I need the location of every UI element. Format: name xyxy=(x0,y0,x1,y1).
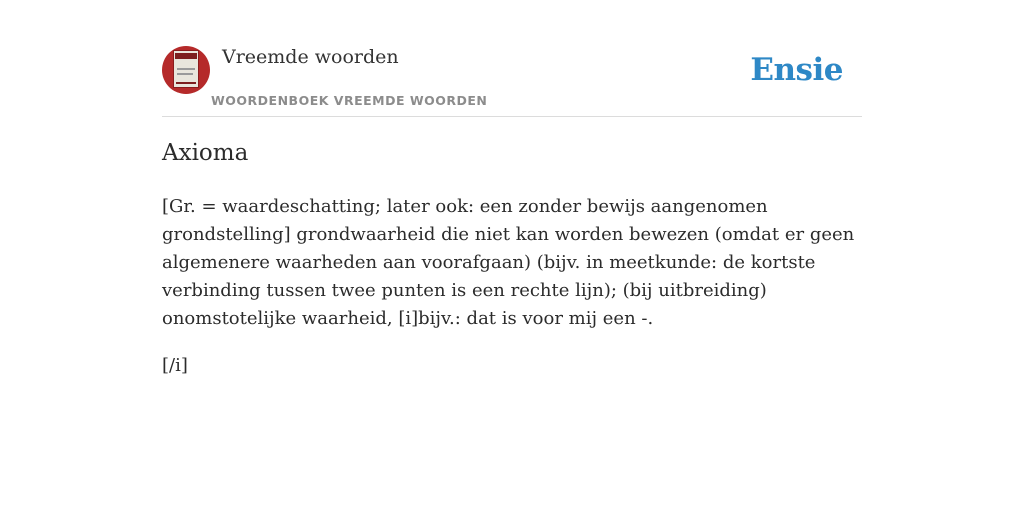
cover-line-2 xyxy=(177,73,193,75)
cover-band-top xyxy=(175,53,197,59)
book-cover-image xyxy=(173,50,199,88)
entry-definition: [Gr. = waardeschatting; later ook: een zonder bewijs aangenomen grondstelling] grondwaarheid die niet kan worden bewezen (omdat er geen algemenere waarheden aan voorafgaan) (bijv. in meetkunde: de kortste verbinding tussen twee punten is een rechte lijn); (bij uitbreiding) onomstotelijke waarheid, [i]bijv.: dat is voor mij een -. xyxy=(162,196,855,329)
entry-title: Axioma xyxy=(162,140,249,166)
ensie-logo[interactable]: Ensie xyxy=(750,52,843,88)
entry-extra-text: [/i] xyxy=(162,355,188,376)
book-cover-icon[interactable] xyxy=(162,46,210,94)
cover-band-bottom xyxy=(176,82,196,84)
page xyxy=(162,0,862,376)
book-subtitle: WOORDENBOEK VREEMDE WOORDEN xyxy=(211,93,488,108)
header xyxy=(162,0,862,117)
cover-line-1 xyxy=(177,68,195,70)
book-title-link[interactable]: Vreemde woorden xyxy=(222,46,399,68)
